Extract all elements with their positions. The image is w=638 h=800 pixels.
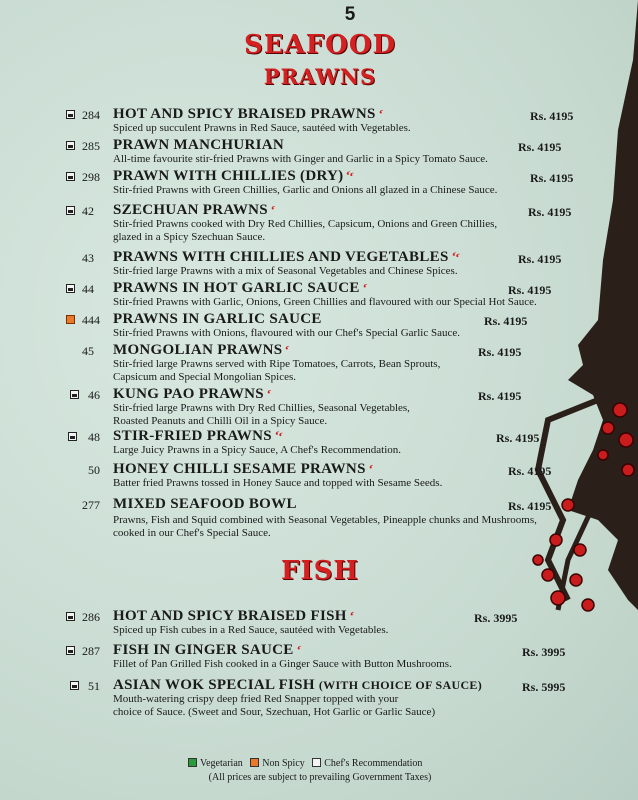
item-code: 277 xyxy=(82,498,100,512)
item-code: 45 xyxy=(82,344,94,358)
chili-icon: ‘ xyxy=(359,279,369,296)
item-name: FISH IN GINGER SAUCE‘ xyxy=(113,641,303,658)
item-code: 42 xyxy=(82,204,94,218)
chili-icon: ‘ xyxy=(375,105,385,122)
item-price: Rs. 3995 xyxy=(522,645,566,659)
item-price: Rs. 4195 xyxy=(484,314,528,328)
item-price: Rs. 4195 xyxy=(528,205,572,219)
item-price: Rs. 4195 xyxy=(518,252,562,266)
item-description: Stir-fried Prawns with Onions, flavoured with our Chef's Special Garlic Sauce. xyxy=(113,327,460,339)
item-code: 43 xyxy=(82,251,94,265)
item-description: Spiced up succulent Prawns in Red Sauce, sautéed with Vegetables. xyxy=(113,122,411,134)
chef-recommendation-icon xyxy=(312,758,321,767)
vegetarian-icon xyxy=(188,758,197,767)
tax-note: (All prices are subject to prevailing Government Taxes) xyxy=(208,772,432,783)
item-description: All-time favourite stir-fried Prawns with Ginger and Garlic in a Spicy Tomato Sauce. xyxy=(113,153,488,165)
item-code: 44 xyxy=(82,282,94,296)
item-description: Batter fried Prawns tossed in Honey Sauce and topped with Sesame Seeds. xyxy=(113,477,443,489)
item-code: 51 xyxy=(88,679,100,693)
item-name: SZECHUAN PRAWNS‘ xyxy=(113,201,278,218)
item-name: STIR-FRIED PRAWNS‘‘ xyxy=(113,427,285,444)
section-title-seafood: SEAFOOD xyxy=(243,30,397,60)
item-name: PRAWNS WITH CHILLIES AND VEGETABLES‘‘ xyxy=(113,248,462,265)
legend-non-spicy: Non Spicy xyxy=(262,758,305,769)
item-description: Stir-fried Prawns with Garlic, Onions, Green Chillies and flavoured with our Special Hot Sauce. xyxy=(113,296,537,308)
item-name: KUNG PAO PRAWNS‘ xyxy=(113,385,274,402)
item-name: ASIAN WOK SPECIAL FISH (WITH CHOICE OF SAUCE) xyxy=(113,677,483,693)
item-description: Stir-fried Prawns with Green Chillies, Garlic and Onions all glazed in a Chinese Sauce. xyxy=(113,184,498,196)
item-name: PRAWNS IN HOT GARLIC SAUCE‘ xyxy=(113,279,369,296)
item-code: 286 xyxy=(82,610,100,624)
item-name: MIXED SEAFOOD BOWL xyxy=(113,496,297,512)
item-name: HONEY CHILLI SESAME PRAWNS‘ xyxy=(113,460,375,477)
non-spicy-icon xyxy=(250,758,259,767)
item-description: Large Juicy Prawns in a Spicy Sauce, A Chef's Recommendation. xyxy=(113,444,402,456)
item-price: Rs. 3995 xyxy=(474,611,518,625)
item-description: Stir-fried large Prawns with Dry Red Chillies, Seasonal Vegetables, Roasted Peanuts and Chilli Oil in a Spicy Sauce. xyxy=(113,402,410,427)
item-code: 287 xyxy=(82,644,100,658)
item-name: HOT AND SPICY BRAISED PRAWNS‘ xyxy=(113,105,385,122)
item-description: Fillet of Pan Grilled Fish cooked in a Ginger Sauce with Button Mushrooms. xyxy=(113,658,452,670)
item-price: Rs. 4195 xyxy=(530,109,574,123)
item-code: 298 xyxy=(82,170,100,184)
chili-icon: ‘‘ xyxy=(271,427,285,444)
item-code: 444 xyxy=(82,313,100,327)
item-name: HOT AND SPICY BRAISED FISH‘ xyxy=(113,607,356,624)
chili-icon: ‘ xyxy=(282,341,292,358)
chili-icon: ‘ xyxy=(263,385,274,402)
item-description: Spiced up Fish cubes in a Red Sauce, sautéed with Vegetables. xyxy=(113,624,389,636)
item-code: 50 xyxy=(88,463,100,477)
legend-vegetarian: Vegetarian xyxy=(200,758,243,769)
item-code: 285 xyxy=(82,139,100,153)
item-description: Mouth-watering crispy deep fried Red Snapper topped with your choice of Sauce. (Sweet and Sour, Szechuan, Hot Garlic or Garlic Sauce) xyxy=(113,693,436,718)
item-name: PRAWN MANCHURIAN xyxy=(113,137,285,153)
item-description: Prawns, Fish and Squid combined with Seasonal Vegetables, Pineapple chunks and Mushrooms, cooked in our Chef's Special Sauce. xyxy=(113,514,537,539)
item-code: 48 xyxy=(88,430,100,444)
item-price: Rs. 4195 xyxy=(530,171,574,185)
item-name: PRAWNS IN GARLIC SAUCE xyxy=(113,311,322,327)
item-price: Rs. 4195 xyxy=(508,499,552,513)
chili-icon: ‘‘ xyxy=(343,167,357,184)
item-name: MONGOLIAN PRAWNS‘ xyxy=(113,341,292,358)
item-price: Rs. 4195 xyxy=(518,140,562,154)
item-price: Rs. 4195 xyxy=(508,283,552,297)
legend xyxy=(188,758,422,769)
item-code: 284 xyxy=(82,108,100,122)
item-description: Stir-fried large Prawns with a mix of Seasonal Vegetables and Chinese Spices. xyxy=(113,265,458,277)
chili-icon: ‘ xyxy=(365,460,375,477)
item-description: Stir-fried Prawns cooked with Dry Red Chillies, Capsicum, Onions and Green Chillies, glazed in a Spicy Szechuan Sauce. xyxy=(113,218,498,243)
item-code: 46 xyxy=(88,388,100,402)
section-title-prawns: PRAWNS xyxy=(263,64,377,89)
legend-chef: Chef's Recommendation xyxy=(324,758,423,769)
item-price: Rs. 4195 xyxy=(508,464,552,478)
section-title-fish: FISH xyxy=(281,556,359,586)
item-description: Stir-fried large Prawns served with Ripe Tomatoes, Carrots, Bean Sprouts, Capsicum and Special Mongolian Spices. xyxy=(113,358,441,383)
page-number: 5 xyxy=(344,4,356,25)
item-price: Rs. 4195 xyxy=(496,431,540,445)
item-name-suffix: (WITH CHOICE OF SAUCE) xyxy=(318,678,483,692)
item-price: Rs. 4195 xyxy=(478,389,522,403)
chili-icon: ‘ xyxy=(346,607,356,624)
chili-icon: ‘ xyxy=(267,201,278,218)
item-name: PRAWN WITH CHILLIES (DRY)‘‘ xyxy=(113,167,357,184)
item-price: Rs. 5995 xyxy=(522,680,566,694)
chili-icon: ‘ xyxy=(293,641,303,658)
chili-icon: ‘‘ xyxy=(448,248,462,265)
item-price: Rs. 4195 xyxy=(478,345,522,359)
